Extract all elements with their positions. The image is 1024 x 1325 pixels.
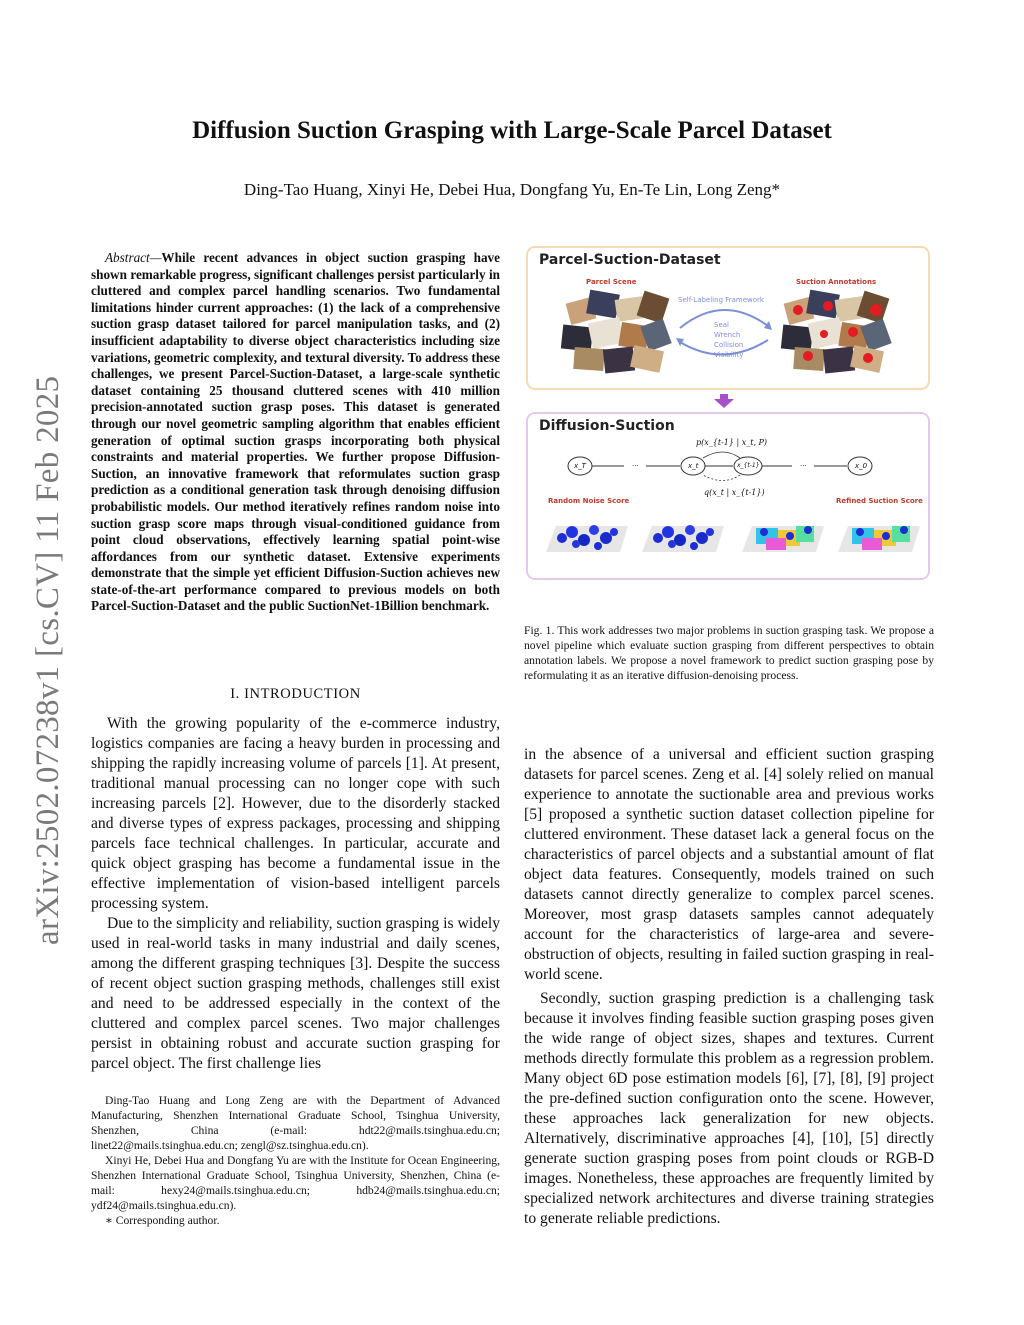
intro-paragraph: Due to the simplicity and reliability, suction grasping is widely used in real-world tasks in many industrial and daily scenes, among the different grasping techniques [3]. Despite the success of recent object suction grasping methods, challenges still exist and need to be addressed especially in the context of the cluttered and complex parcel scenes. Two major challenges persist in obtaining robust and accurate suction grasping for parcel object. The first challenge lies: [91, 915, 500, 1072]
parcel-pile-left-image: [561, 290, 672, 374]
backward-arrow: [680, 340, 768, 355]
corresponding-author-note: ∗ Corresponding author.: [105, 1214, 220, 1227]
affiliation-footnotes: [91, 1093, 500, 1228]
arxiv-identifier: arXiv:2502.07238v1 [cs.CV] 11 Feb 2025: [30, 375, 66, 945]
random-noise-pointcloud-1: [546, 525, 628, 552]
node-label: ...: [800, 460, 807, 468]
author-list: Ding-Tao Huang, Xinyi He, Debei Hua, Dongfang Yu, En-Te Lin, Long Zeng*: [243, 180, 781, 199]
suction-annotations-label: Suction Annotations: [796, 278, 877, 286]
node-label: x_T: [574, 462, 586, 470]
abstract: [91, 250, 500, 615]
figure-caption: Fig. 1. This work addresses two major problems in suction grasping task. We propose a novel pipeline which evaluate suction grasping from different perspectives to obtain annotation labels. We propose a novel framework to predict suction grasping pose by reformulating it as an iterative diffusion-denoising process.: [524, 624, 934, 682]
abstract-label: Abstract—: [105, 250, 162, 265]
intro-paragraph: With the growing popularity of the e-commerce industry, logistics companies are facing a heavy burden in processing and shipping the rapidly increasing volume of parcels [1]. At present, traditional manual processing can no longer cope with such increasing parcels [2]. However, due to the disorderly stacked and diverse types of express packages, processing and shipping parcels face technical challenges. In particular, accurate and quick object grasping has become a fundamental issue in the effective implementation of vision-based intelligent parcels processing system.: [91, 715, 500, 912]
panel-title: Diffusion-Suction: [539, 418, 675, 434]
body-paragraph: in the absence of a universal and efficient suction grasping datasets for parcel scenes. Zeng et al. [4] solely relied on manual experience to annotate the suctionable area and previous works [5] proposed a synthetic suction dataset collection pipeline for cluttered environment. These dataset lack a general focus on the characteristics of parcel objects and a substantial amount of flat object data features. Consequently, models trained on such datasets cannot directly generalize to complex parcel scenes. Moreover, most grasp datasets samples cannot adequately account for the characteristics of large-area and severe-obstruction of objects, resulting in failed suction grasping in real-world scene.: [524, 746, 934, 983]
parcel-pile-right-image: [781, 290, 892, 374]
random-noise-score-label: Random Noise Score: [548, 497, 630, 505]
panel-title: Parcel-Suction-Dataset: [539, 252, 721, 268]
right-column-text: [524, 745, 934, 1229]
diffusion-chain-diagram: [528, 414, 928, 578]
introduction-text: [91, 714, 500, 1074]
section-heading-introduction: I. INTRODUCTION: [230, 686, 361, 702]
parcel-suction-dataset-panel: [526, 246, 930, 390]
refined-suction-score-label: Refined Suction Score: [836, 497, 923, 505]
random-noise-pointcloud-2: [642, 525, 724, 552]
refined-score-pointcloud-2: [838, 526, 920, 552]
forward-arrow: [680, 310, 768, 328]
footnote: Xinyi He, Debei Hua and Dongfang Yu are with the Institute for Ocean Engineering, Shenzhen International Graduate School, Tsinghua University, Shenzhen, China (e-mail: hexy24@mails.tsinghua.edu.cn; hdb24@mails.tsinghua.edu.cn; ydf24@mails.tsinghua.edu.cn).: [91, 1154, 500, 1212]
paper-title: Diffusion Suction Grasping with Large-Scale Parcel Dataset: [192, 117, 832, 144]
forward-process-label: q(x_t | x_{t-1}): [704, 488, 765, 497]
criterion: Collision: [714, 341, 744, 349]
criterion: Wrench: [714, 331, 741, 339]
node-label: ...: [632, 460, 639, 468]
reverse-process-label: p(x_{t-1} | x_t, P): [696, 438, 768, 447]
criterion: Visibility: [714, 351, 744, 359]
figure-1: [524, 246, 934, 581]
diffusion-suction-panel: [526, 412, 930, 580]
criterion: Seal: [714, 321, 729, 329]
node-label: x_{t-1}: [737, 462, 760, 469]
footnote: Ding-Tao Huang and Long Zeng are with the Department of Advanced Manufacturing, Shenzhen International Graduate School, Tsinghua University, Shenzhen, China (e-mail: hdt22@mails.tsinghua.edu.cn; linet22@mails.tsinghua.edu.cn; zengl@sz.tsinghua.edu.cn).: [91, 1094, 500, 1152]
refined-score-pointcloud-1: [742, 526, 824, 552]
down-arrow-icon: [714, 394, 734, 408]
self-labeling-framework-label: Self-Labeling Framework: [678, 296, 764, 304]
abstract-text: While recent advances in object suction grasping have shown remarkable progress, significant challenges persist particularly in cluttered and complex parcel handling scenarios. Two fundamental limitations hinder current approaches: (1) the lack of a comprehensive suction grasp dataset tailored for parcel manipulation tasks, and (2) insufficient adaptability to diverse object characteristics including size variations, geometric complexity, and textural diversity. To address these challenges, we present Parcel-Suction-Dataset, a large-scale synthetic dataset containing 25 thousand cluttered scenes with 410 million precision-annotated suction grasp poses. This dataset is generated through our novel geometric sampling algorithm that enables efficient generation of optimal suction grasps incorporating both physical constraints and material properties. We further propose Diffusion-Suction, an innovative framework that reformulates suction grasp prediction as a conditional generation task through denoising diffusion probabilistic models. Our method iteratively refines random noise into suction grasp score maps through visual-conditioned guidance from point cloud observations, effectively learning spatial point-wise affordances from our synthetic dataset. Extensive experiments demonstrate that the simple yet efficient Diffusion-Suction achieves new state-of-the-art performance compared to previous models on both Parcel-Suction-Dataset and the public SuctionNet-1Billion benchmark.: [91, 250, 500, 614]
node-label: x_0: [855, 462, 868, 470]
parcel-scene-label: Parcel Scene: [586, 278, 637, 286]
parcel-scene-illustrations: [528, 248, 928, 388]
body-paragraph: Secondly, suction grasping prediction is a challenging task because it involves finding feasible suction grasping poses given the wide range of object sizes, shapes and textures. Current methods directly formulate this problem as a regression problem. Many object 6D pose estimation models [6], [7], [8], [9] project the pre-defined suction configuration onto the scene. However, these approaches lack generalization for new objects. Alternatively, discriminative approaches [4], [10], [5] directly generate suction grasping poses from point clouds or RGB-D images. Nonetheless, these approaches are frequently limited by specialized network architectures and diverse training strategies to generate reliable predictions.: [524, 990, 934, 1227]
node-label: x_t: [688, 462, 699, 470]
